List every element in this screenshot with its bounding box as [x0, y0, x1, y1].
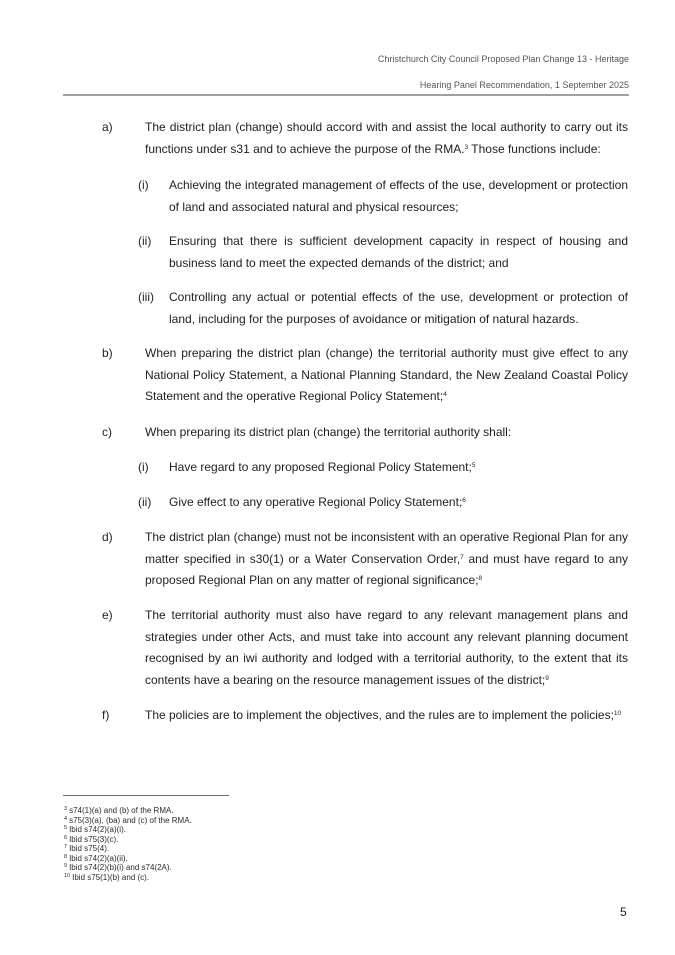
subclause-text-body: Give effect to any operative Regional Policy Statement;: [169, 495, 463, 509]
footnote-divider: [63, 795, 229, 796]
clause-text-body: When preparing the district plan (change) the territorial authority must give effect to any National Policy Statement, a National Planning Standard, the New Zealand Coastal Policy Statement and the operative Regional Policy Statement;: [145, 346, 628, 403]
footnote-ref[interactable]: 9: [545, 674, 549, 682]
subclause-label: (i): [138, 460, 149, 474]
subclause-text-body: Have regard to any proposed Regional Policy Statement;: [169, 460, 472, 474]
clause-text: [145, 343, 628, 408]
clause-label: c): [102, 425, 112, 439]
footnote-4: [64, 816, 192, 826]
header-subtitle: Hearing Panel Recommendation, 1 September 2025: [419, 80, 629, 90]
clause-text-tail: and must have regard to any proposed Regional Plan on any matter of regional significance;: [145, 551, 628, 587]
footnote-ref[interactable]: 8: [478, 575, 483, 582]
subclause-label: (ii): [138, 495, 152, 509]
footnote-ref[interactable]: 4: [443, 391, 447, 398]
page-number: 5: [620, 905, 627, 919]
footnotes: [64, 806, 192, 882]
footnote-ref[interactable]: 5: [471, 462, 476, 469]
subclause-text: [169, 457, 628, 479]
footnote-number: 9: [64, 863, 68, 869]
clause-text: When preparing its district plan (change) the territorial authority shall:: [145, 425, 512, 439]
clause-label: f): [102, 708, 110, 722]
clause-text-body: The district plan (change) should accord with and assist the local authority to carry out its functions under s31 and to achieve the purpose of the RMA.: [145, 120, 628, 156]
footnote-number: 8: [64, 853, 68, 860]
footnote-9: [64, 863, 192, 873]
footnote-number: 5: [64, 825, 68, 831]
subclause-text: Controlling any actual or potential effects of the use, development or protection of land, including for the purposes of avoidance or mitigation of natural hazards.: [169, 290, 628, 326]
clause-label: d): [102, 530, 113, 544]
footnote-text: Ibid s74(2)(b)(i) and s74(2A).: [69, 863, 172, 872]
clause-text: [145, 527, 628, 592]
clause-text-body: The territorial authority must also have regard to any relevant management plans and strategies under other Acts, and must take into account any relevant planning document recognised by an iwi authority and lodged with a territorial authority, to the extent that its contents have a bearing on the resource management issues of the district;: [145, 608, 628, 687]
footnote-number: 4: [64, 815, 68, 822]
footnote-ref[interactable]: 6: [462, 497, 466, 504]
footnote-6: [64, 835, 192, 845]
footnote-text: s75(3)(a), (ba) and (c) of the RMA.: [69, 815, 192, 825]
footnote-text: Ibid s74(2)(a)(ii).: [69, 853, 128, 863]
footnote-ref[interactable]: 10: [613, 710, 622, 717]
subclause-text: Ensuring that there is sufficient development capacity in respect of housing and business land to meet the expected demands of the district; and: [169, 234, 628, 270]
footnote-10: [64, 873, 192, 883]
footnote-number: 3: [64, 806, 68, 812]
footnote-3: [64, 806, 192, 816]
subclause-label: (i): [138, 178, 149, 192]
header-title: Christchurch City Council Proposed Plan Change 13 - Heritage: [377, 54, 629, 64]
footnote-number: 6: [64, 834, 68, 841]
footnote-7: [64, 844, 192, 854]
clause-text: [145, 605, 628, 691]
subclause-label: (iii): [138, 290, 154, 304]
footnote-text: Ibid s75(3)(c).: [69, 834, 119, 844]
footnote-ref[interactable]: 3: [464, 143, 469, 151]
footnote-text: Ibid s75(4).: [69, 844, 110, 853]
footnote-ref[interactable]: 7: [460, 553, 464, 561]
subclause-text: [169, 492, 628, 514]
clause-label: b): [102, 346, 113, 360]
footnote-text: Ibid s75(1)(b) and (c).: [72, 872, 150, 882]
clause-text-body: The district plan (change) must not be inconsistent with an operative Regional Plan for any matter specified in s30(1) or a Water Conservation Order,: [145, 530, 628, 566]
clause-text-tail: Those functions include:: [468, 141, 601, 156]
footnote-text: Ibid s74(2)(a)(i).: [69, 825, 126, 834]
footnote-text: s74(1)(a) and (b) of the RMA.: [69, 806, 174, 815]
footnote-number: 10: [64, 872, 71, 879]
clause-label: a): [102, 120, 113, 134]
clause-text: [145, 705, 628, 727]
clause-label: e): [102, 608, 113, 622]
footnote-number: 7: [64, 844, 68, 850]
footnote-8: [64, 854, 192, 864]
clause-text: [145, 117, 628, 160]
subclause-label: (ii): [138, 234, 152, 248]
footnote-5: [64, 825, 192, 835]
header-divider: [63, 94, 629, 96]
subclause-text: Achieving the integrated management of effects of the use, development or protection of land and associated natural and physical resources;: [169, 178, 628, 214]
clause-text-body: The policies are to implement the objectives, and the rules are to implement the policies;: [145, 708, 614, 722]
